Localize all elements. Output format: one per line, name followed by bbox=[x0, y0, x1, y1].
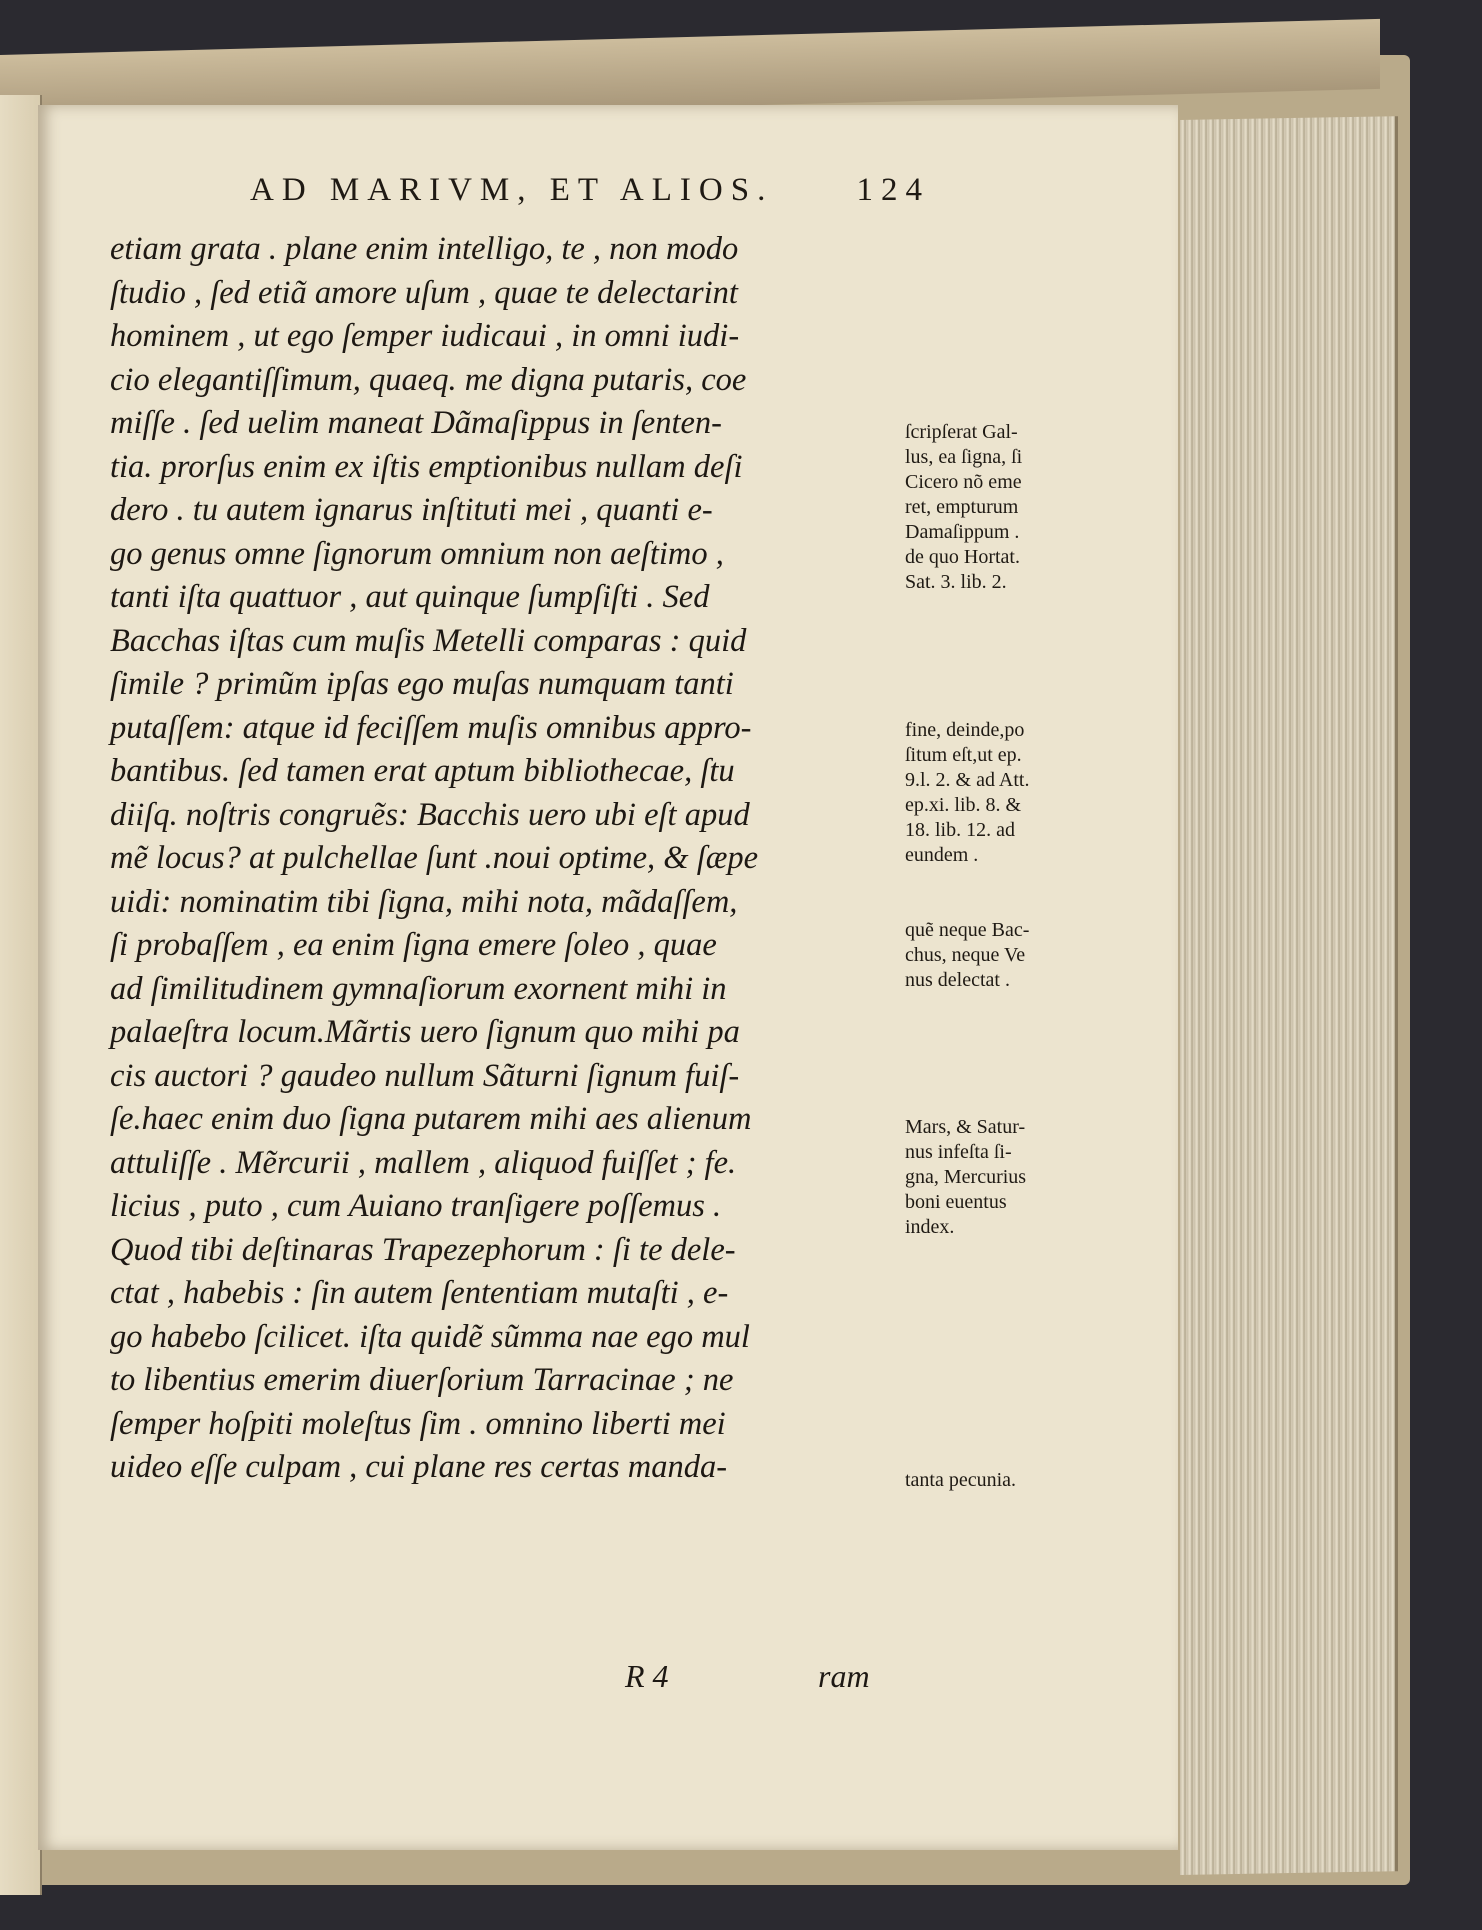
note-line: Mars, & Satur- bbox=[905, 1116, 1026, 1138]
note-line: nus infeſta ſi- bbox=[905, 1141, 1012, 1163]
marginal-note bbox=[905, 1468, 1130, 1493]
signature-mark: R 4 bbox=[625, 1658, 669, 1694]
marginal-note bbox=[905, 918, 1130, 993]
text-line: cio elegantiſſimum, quaeq. me digna putaris, coe bbox=[110, 361, 747, 398]
note-line: 18. lib. 12. ad bbox=[905, 819, 1015, 841]
text-line: miſſe . ſed uelim maneat Dãmaſippus in ſenten- bbox=[110, 405, 722, 441]
text-line: Quod tibi deſtinaras Trapezephorum : ſi te dele- bbox=[110, 1231, 736, 1268]
text-line: bantibus. ſed tamen erat aptum bibliothecae, ſtu bbox=[110, 753, 735, 789]
text-line: etiam grata . plane enim intelligo, te , non modo bbox=[110, 231, 739, 267]
note-line: de quo Hortat. bbox=[905, 546, 1020, 568]
text-line: dero . tu autem ignarus inſtituti mei , quanti e- bbox=[110, 492, 713, 528]
text-line: diiſq. noſtris congruẽs: Bacchis uero ubi eſt apud bbox=[110, 796, 750, 833]
text-line: palaeſtra locum.Mãrtis uero ſignum quo mihi pa bbox=[110, 1014, 740, 1050]
text-line: ſe.haec enim duo ſigna putarem mihi aes alienum bbox=[110, 1101, 752, 1137]
note-line: gna, Mercurius bbox=[905, 1166, 1027, 1188]
text-line: go habebo ſcilicet. iſta quidẽ sũmma nae ego mul bbox=[110, 1318, 750, 1355]
text-line: tia. prorſus enim ex iſtis emptionibus nullam deſi bbox=[110, 448, 743, 485]
text-line: to libentius emerim diuerſorium Tarracinae ; ne bbox=[110, 1362, 734, 1398]
note-line: Damaſippum . bbox=[905, 521, 1020, 543]
marginal-note bbox=[905, 1115, 1130, 1240]
text-line: ctat , habebis : ſin autem ſententiam mutaſti , e- bbox=[110, 1275, 729, 1311]
text-line: attuliſſe . Mẽrcurii , mallem , aliquod fuiſſet ; fe. bbox=[110, 1144, 737, 1181]
text-line: uideo eſſe culpam , cui plane res certas manda- bbox=[110, 1449, 728, 1485]
note-line: chus, neque Ve bbox=[905, 944, 1026, 966]
note-line: 9.l. 2. & ad Att. bbox=[905, 769, 1030, 791]
note-line: Sat. 3. lib. 2. bbox=[905, 571, 1007, 593]
left-page-sliver bbox=[0, 95, 42, 1895]
note-line: nus delectat . bbox=[905, 969, 1010, 991]
note-line: lus, ea ſigna, ſi bbox=[905, 446, 1023, 468]
text-line: uidi: nominatim tibi ſigna, mihi nota, mãdaſſem, bbox=[110, 883, 738, 920]
text-line: putaſſem: atque id feciſſem muſis omnibus appro- bbox=[110, 709, 752, 746]
note-line: quẽ neque Bac- bbox=[905, 919, 1030, 941]
running-head-title: AD MARIVM, ET ALIOS. bbox=[250, 172, 774, 208]
text-line: ſtudio , ſed etiã amore uſum , quae te delectarint bbox=[110, 274, 738, 311]
text-line: Bacchas iſtas cum muſis Metelli comparas : quid bbox=[110, 622, 747, 659]
note-line: eundem . bbox=[905, 844, 979, 866]
text-line: hominem , ut ego ſemper iudicaui , in omni iudi- bbox=[110, 318, 740, 354]
note-line: ret, empturum bbox=[905, 496, 1019, 518]
note-line: tanta pecunia. bbox=[905, 1469, 1017, 1491]
text-line: ſimile ? primũm ipſas ego muſas numquam tanti bbox=[110, 666, 734, 702]
page-fore-edge bbox=[1180, 116, 1398, 1875]
marginal-note bbox=[905, 420, 1130, 595]
text-line: ſi probaſſem , ea enim ſigna emere ſoleo , quae bbox=[110, 927, 717, 963]
note-line: ep.xi. lib. 8. & bbox=[905, 794, 1022, 816]
note-line: ſitum eſt,ut ep. bbox=[905, 744, 1022, 766]
note-line: fine, deinde,po bbox=[905, 719, 1025, 741]
text-line: licius , puto , cum Auiano tranſigere poſſemus . bbox=[110, 1188, 722, 1224]
running-head bbox=[250, 172, 930, 209]
text-line: ſemper hoſpiti moleſtus ſim . omnino liberti mei bbox=[110, 1405, 726, 1442]
text-line: mẽ locus? at pulchellae ſunt .noui optime, & ſæpe bbox=[110, 840, 759, 876]
folio-number: 124 bbox=[856, 172, 930, 208]
text-line: tanti iſta quattuor , aut quinque ſumpſiſti . Sed bbox=[110, 579, 710, 615]
marginal-note bbox=[905, 718, 1130, 868]
catchword: ram bbox=[818, 1658, 870, 1694]
body-text bbox=[110, 228, 910, 1490]
text-line: cis auctori ? gaudeo nullum Sãturni ſignum fuiſ- bbox=[110, 1057, 740, 1094]
text-line: ad ſimilitudinem gymnaſiorum exornent mihi in bbox=[110, 970, 727, 1007]
note-line: boni euentus bbox=[905, 1191, 1007, 1213]
text-line: go genus omne ſignorum omnium non aeſtimo , bbox=[110, 535, 724, 572]
note-line: ſcripſerat Gal- bbox=[905, 421, 1018, 443]
note-line: Cicero nõ eme bbox=[905, 471, 1022, 493]
note-line: index. bbox=[905, 1216, 955, 1238]
